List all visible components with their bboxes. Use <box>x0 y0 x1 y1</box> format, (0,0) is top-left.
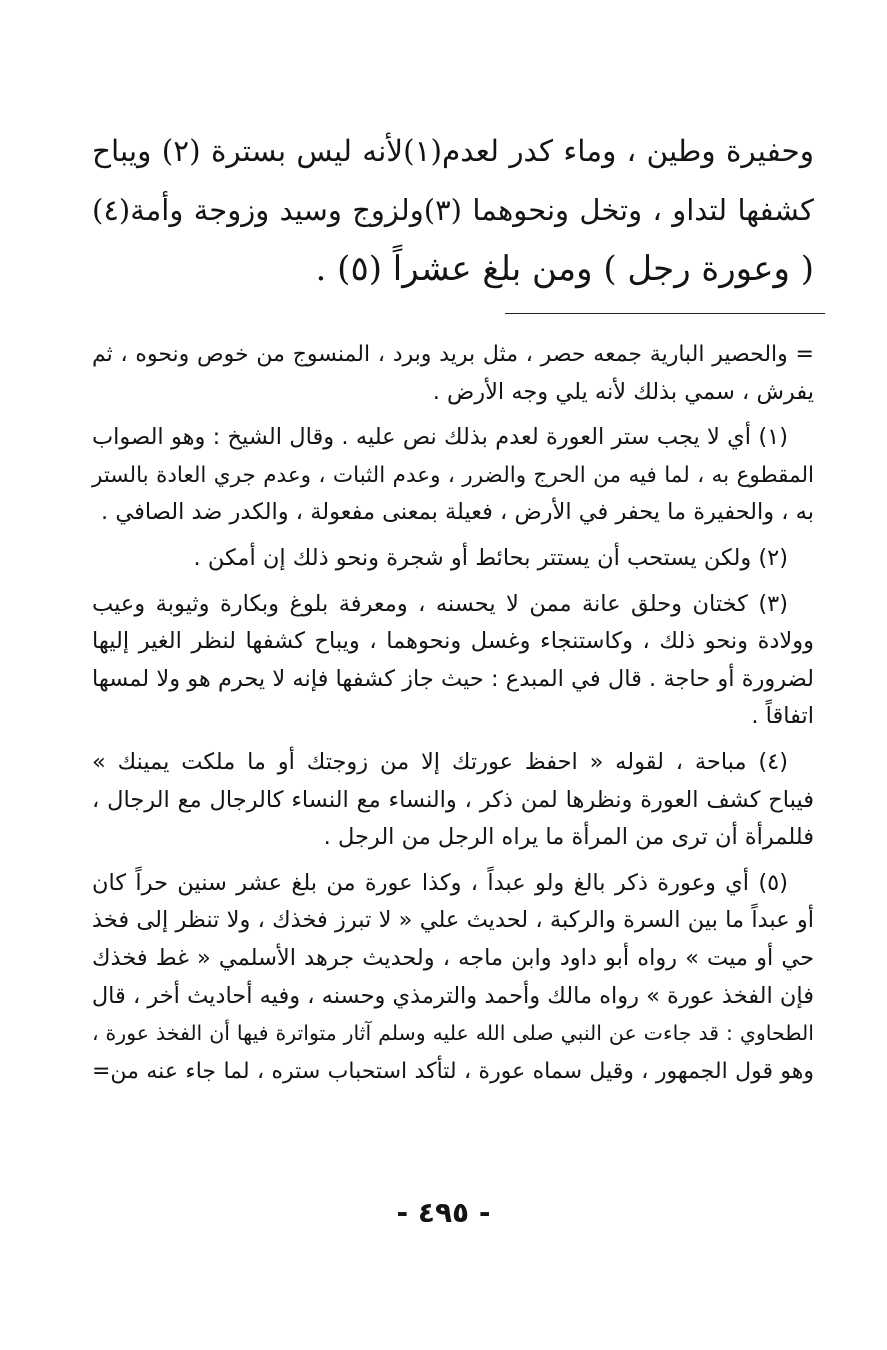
footnote-line: وولادة ونحو ذلك ، وكاستنجاء وغسل ونحوهما ، ويباح كشفها لنظر الغير إليها <box>92 628 814 655</box>
footnote-3 <box>92 586 814 736</box>
footnote-line: (٣) كختان وحلق عانة ممن لا يحسنه ، ومعرفة بلوغ وبكارة وثيوبة وعيب <box>92 590 788 617</box>
footnote-4 <box>92 744 814 857</box>
footnote-line: لضرورة أو حاجة . قال في المبدع : حيث جاز كشفها فإنه لا يحرم هو ولا لمسها <box>92 665 814 692</box>
footnote-line: (١) أي لا يجب ستر العورة لعدم بذلك نص عليه . وقال الشيخ : وهو الصواب <box>92 424 788 451</box>
footnote-line: به ، والحفيرة ما يحفر في الأرض ، فعيلة بمعنى مفعولة ، والكدر ضد الصافي . <box>101 499 814 526</box>
main-text <box>92 122 814 299</box>
footnote-line: الطحاوي : قد جاءت عن النبي صلى الله عليه وسلم آثار متواترة فيها أن الفخذ عورة ، <box>92 1021 814 1046</box>
footnote-5 <box>92 865 814 1091</box>
page-number: - ٤٩٥ - <box>396 1196 491 1229</box>
main-text-line: كشفها لتداو ، وتخل ونحوهما (٣)ولزوج وسيد وزوجة وأمة(٤) <box>92 193 814 227</box>
footnote-line: (٢) ولكن يستحب أن يستتر بحائط أو شجرة ونحو ذلك إن أمكن . <box>193 544 788 571</box>
footnote-line: = والحصير البارية جمعه حصر ، مثل بريد وبرد ، المنسوج من خوص ونحوه ، ثم <box>92 342 814 367</box>
main-text-line: ( وعورة رجل ) ومن بلغ عشراً (٥) . <box>315 249 814 289</box>
footnote-line: فإن الفخذ عورة » رواه مالك وأحمد والترمذي وحسنه ، وفيه أحاديث أخر ، قال <box>91 982 814 1009</box>
main-text-line: وحفيرة وطين ، وماء كدر لعدم(١)لأنه ليس بسترة (٢) ويباح <box>92 134 814 168</box>
footnote-line: حي أو ميت » رواه أبو داود وابن ماجه ، ولحديث جرهد الأسلمي « غط فخذك <box>92 944 814 971</box>
footnote-line: فللمرأة أن ترى من المرأة ما يراه الرجل من الرجل . <box>323 824 814 851</box>
footnotes <box>92 336 814 1098</box>
footnote-line: وهو قول الجمهور ، وقيل سماه عورة ، لتأكد استحباب ستره ، لما جاء عنه من= <box>92 1058 814 1084</box>
footnote-line: (٤) مباحة ، لقوله « احفظ عورتك إلا من زوجتك أو ما ملكت يمينك » <box>92 748 788 775</box>
footnote-line: يفرش ، سمي بذلك لأنه يلي وجه الأرض . <box>432 378 814 405</box>
footnote-1 <box>92 419 814 532</box>
footnote-line: اتفاقاً . <box>751 703 814 730</box>
footnote-separator <box>505 313 825 314</box>
footnote-line: المقطوع به ، لما فيه من الحرج والضرر ، وعدم الثبات ، وعدم جري العادة بالستر <box>92 462 814 488</box>
footnote-continuation <box>92 336 814 411</box>
footnote-line: فيباح كشف العورة ونظرها لمن ذكر ، والنساء مع النساء كالرجال مع الرجال ، <box>92 786 814 813</box>
footnote-2 <box>92 540 814 578</box>
footnote-line: أو عبداً ما بين السرة والركبة ، لحديث علي « لا تبرز فخذك ، ولا تنظر إلى فخذ <box>92 907 814 934</box>
footnote-line: (٥) أي وعورة ذكر بالغ ولو عبداً ، وكذا عورة من بلغ عشر سنين حراً كان <box>92 869 788 896</box>
